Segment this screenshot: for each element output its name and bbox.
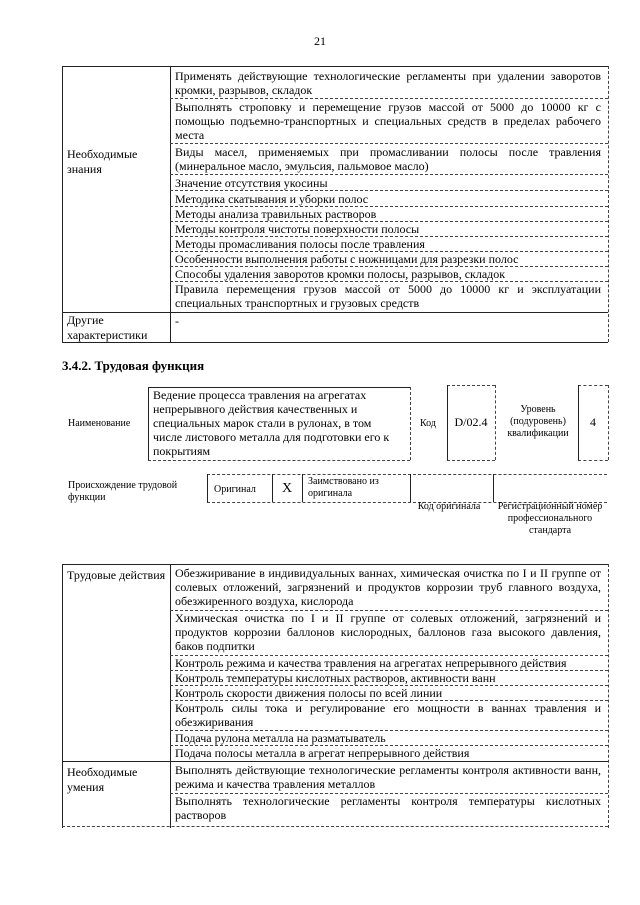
name-box-bottom xyxy=(148,460,410,461)
table-left-border xyxy=(62,564,63,828)
knowledge-item: Выполнять строповку и перемещение грузов массой от 5000 до 10000 кг с помощью подъемно-транспортных и специальных средств в пределах рабочего места xyxy=(175,100,601,142)
action-item: Химическая очистка по I и II группе от солевых отложений, загрязнений и продуктов коррозии баллонов кислородных, баллонов газа высокого давления, баков подпитки xyxy=(175,611,601,653)
table-bottom-border xyxy=(62,342,608,343)
code-box-bottom xyxy=(447,460,495,461)
knowledge-item: Правила перемещения грузов массой от 5000 до 10000 кг и эксплуатации специальных транспортных и грузовых средств xyxy=(175,282,601,310)
knowledge-item: Методы промасливания полосы после травления xyxy=(175,237,425,251)
code-label: Код xyxy=(420,418,436,429)
knowledge-item: Применять действующие технологические регламенты при удалении заворотов кромки, разрывов, складок xyxy=(175,69,601,97)
skills-label: Необходимые умения xyxy=(67,765,138,794)
original-label: Оригинал xyxy=(214,484,256,495)
knowledge-item: Методика скатывания и уборки полос xyxy=(175,192,369,206)
action-item: Контроль скорости движения полосы по всей линии xyxy=(175,686,443,700)
action-item: Подача рулона металла на разматыватель xyxy=(175,731,386,745)
name-label: Наименование xyxy=(68,418,131,429)
table-top-border xyxy=(62,564,608,565)
action-item: Контроль силы тока и регулирование его мощности в ваннах травления и обезжиривания xyxy=(175,701,601,729)
knowledge-item: Методы контроля чистоты поверхности полосы xyxy=(175,222,420,236)
level-box-top xyxy=(578,385,608,386)
origin-label: Происхождение трудовой функции xyxy=(68,480,178,503)
knowledge-item: Виды масел, применяемых при промасливании полосы после травления (минеральное масло, эмульсия, пальмовое масло) xyxy=(175,145,601,173)
level-box-right xyxy=(608,385,609,460)
knowledge-label: Необходимые знания xyxy=(67,147,138,176)
action-item: Обезжиривание в индивидуальных ваннах, химическая очистка по I и II группе от солевых отложений, загрязнений и продуктов коррозии труб главного воздуха, обезжиренного воздуха, кислорода xyxy=(175,566,601,608)
level-box-bottom xyxy=(578,460,608,461)
row-divider xyxy=(62,761,608,762)
other-characteristics-value: - xyxy=(175,314,179,328)
action-item: Контроль температуры кислотных растворов, активности ванн xyxy=(175,671,496,685)
name-box-right xyxy=(410,387,411,460)
skill-item: Выполнять действующие технологические регламенты контроля активности ванн, режима и качества травления металлов xyxy=(175,763,601,791)
code-box-top xyxy=(447,385,495,386)
row-divider xyxy=(170,143,608,144)
actions-label: Трудовые действия xyxy=(67,568,166,582)
code-original-label: Код оригинала xyxy=(417,501,481,512)
origin-cell-divider xyxy=(302,474,303,502)
action-item: Контроль режима и качества травления на агрегатах непрерывного действия xyxy=(175,656,567,670)
knowledge-item: Способы удаления заворотов кромки полосы, разрывов, складок xyxy=(175,267,506,281)
table-top-border xyxy=(62,66,608,67)
origin-cell-divider xyxy=(493,474,494,502)
table-right-border xyxy=(608,66,609,342)
level-value: 4 xyxy=(590,415,596,429)
row-divider xyxy=(170,190,608,191)
borrowed-label: Заимствовано из оригинала xyxy=(308,476,379,499)
original-mark: X xyxy=(281,481,293,496)
row-divider xyxy=(170,174,608,175)
knowledge-item: Методы анализа травильных растворов xyxy=(175,207,377,221)
origin-cell-divider xyxy=(410,474,411,502)
table-column-divider xyxy=(170,66,171,342)
table-column-divider xyxy=(170,564,171,828)
knowledge-item: Значение отсутствия укосины xyxy=(175,176,328,190)
section-heading: 3.4.2. Трудовая функция xyxy=(62,358,205,373)
level-label: Уровень (подуровень) квалификации xyxy=(507,404,569,439)
origin-row-top xyxy=(207,474,607,475)
origin-cell-left xyxy=(207,474,208,502)
page-number: 21 xyxy=(314,34,326,48)
table-bottom-border xyxy=(62,826,608,827)
name-box-left xyxy=(148,387,149,460)
function-name: Ведение процесса травления на агрегатах непрерывного действия качественных и специальных марок стали в рулонах, в том числе листового металла для подготовки его к покрытиям xyxy=(153,388,390,458)
other-characteristics-label: Другие характеристики xyxy=(67,313,148,342)
skill-item: Выполнять технологические регламенты контроля температуры кислотных растворов xyxy=(175,794,601,822)
code-value: D/02.4 xyxy=(454,415,488,429)
action-item: Подача полосы металла в агрегат непрерывного действия xyxy=(175,746,470,760)
code-box-right xyxy=(495,385,496,460)
knowledge-item: Особенности выполнения работы с ножницами для разрезки полос xyxy=(175,252,519,266)
table-left-border xyxy=(62,66,63,342)
reg-number-label: Регистрационный номер профессионального стандарта xyxy=(497,501,603,536)
table-right-border xyxy=(608,564,609,828)
row-divider xyxy=(170,98,608,99)
